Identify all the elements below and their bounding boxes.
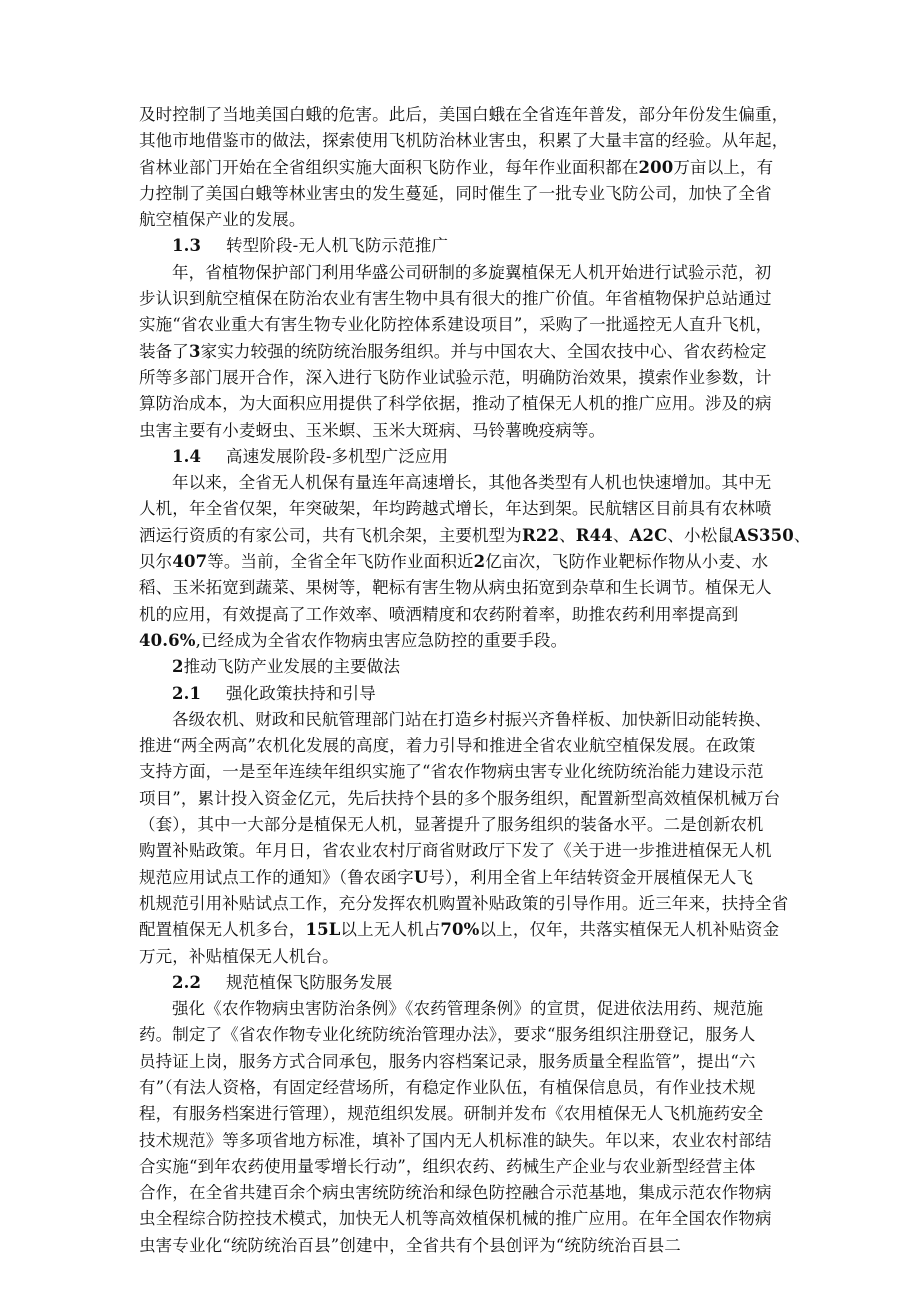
section-title: 规范植保飞防服务发展 [226,972,393,992]
section-heading [139,233,799,259]
text-line: 力控制了美国白蛾等林业害虫的发生蔓延，同时催生了一批专业飞防公司，加快了全省 [139,183,772,203]
section-title: 高速发展阶段-多机型广泛应用 [226,446,449,466]
text-line: 其他市地借鉴市的做法，探索使用飞机防治林业害虫，积累了大量丰富的经验。从年起， [139,131,789,151]
text-line: 虫全程综合防控技术模式，加快无人机等高效植保机械的推广应用。在年全国农作物病 [139,1209,772,1229]
text-line: 项目”，累计投入资金亿元，先后扶持个县的多个服务组织，配置新型高效植保机械万台 [139,788,781,808]
section-number: 1.3 [172,236,202,256]
text-line: 40.6%,已经成为全省农作物病虫害应急防控的重要手段。 [139,630,568,650]
section-title: 转型阶段-无人机飞防示范推广 [226,236,449,256]
section-number: 1.4 [172,446,202,466]
section-heading [139,970,799,996]
text-line: 程，有服务档案进行管理），规范组织发展。研制并发布《农用植保无人飞机施药安全 [139,1104,764,1124]
text-line: 合作，在全省共建百余个病虫害统防统治和绿色防控融合示范基地，集成示范农作物病 [139,1183,772,1203]
text-line: 合实施“到年农药使用量零增长行动”，组织农药、药械生产企业与农业新型经营主体 [139,1156,756,1176]
text-line: 万元，补贴植保无人机台。 [139,946,339,966]
text-line: 虫害主要有小麦蚜虫、玉米螟、玉米大斑病、马铃薯晚疫病等。 [139,420,606,440]
text-line: （套），其中一大部分是植保无人机，显著提升了服务组织的装备水平。二是创新农机 [139,815,764,835]
text-line: 配置植保无人机多台，15L以上无人机占70%以上，仅年，共落实植保无人机补贴资金 [139,920,780,940]
section-title: 强化政策扶持和引导 [226,683,376,703]
text-line: 有”（有法人资格，有固定经营场所，有稳定作业队伍，有植保信息员，有作业技术规 [139,1077,756,1097]
section-heading [139,444,799,470]
text-line: 装备了3家实力较强的统防统治服务组织。并与中国农大、全国农技中心、省农药检定 [139,341,767,361]
text-line: 省林业部门开始在全省组织实施大面积飞防作业，每年作业面积都在200万亩以上，有 [139,157,774,177]
document-body [139,102,811,1259]
text-line: 年以来，全省无人机保有量连年高速增长，其他各类型有人机也快速增加。其中无 [172,473,772,493]
text-line: 机规范引用补贴试点工作，充分发挥农机购置补贴政策的引导作用。近三年来，扶持全省 [139,893,789,913]
text-line: 及时控制了当地美国白蛾的危害。此后，美国白蛾在全省连年普发，部分年份发生偏重， [139,105,789,124]
section-number: 2.2 [172,972,202,992]
text-line: 技术规范》等多项省地方标准，填补了国内无人机标准的缺失。年以来，农业农村部结 [139,1130,772,1150]
text-line: 虫害专业化“统防统治百县”创建中，全省共有个县创评为“统防统治百县二 [139,1235,681,1255]
text-line: 2推动飞防产业发展的主要做法 [172,657,401,677]
text-line: 强化《农作物病虫害防治条例》《农药管理条例》的宣贯，促进依法用药、规范施 [172,999,764,1019]
text-line: 支持方面，一是至年连续年组织实施了“省农作物病虫害专业化统防统治能力建设示范 [139,762,764,782]
text-line: 所等多部门展开合作，深入进行飞防作业试验示范，明确防治效果，摸索作业参数，计 [139,367,772,387]
text-line: 人机，年全省仅架，年突破架，年均跨越式增长，年达到架。民航辖区目前具有农林喷 [139,499,772,519]
text-line: 稻、玉米拓宽到蔬菜、果树等，靶标有害生物从病虫拓宽到杂草和生长调节。植保无人 [139,578,772,598]
text-line: 各级农机、财政和民航管理部门站在打造乡村振兴齐鲁样板、加快新旧动能转换、 [172,709,772,729]
text-line: 年，省植物保护部门利用华盛公司研制的多旋翼植保无人机开始进行试验示范，初 [172,262,772,282]
section-heading [139,681,799,707]
text-line: 药。制定了《省农作物专业化统防统治管理办法》，要求“服务组织注册登记，服务人 [139,1025,756,1045]
text-line: 员持证上岗，服务方式合同承包，服务内容档案记录，服务质量全程监管”，提出“六 [139,1051,756,1071]
text-line: 洒运行资质的有家公司，共有飞机余架，主要机型为R22、R44、A2C、小松鼠AS350、 [139,525,811,545]
text-line: 贝尔407等。当前，全省全年飞防作业面积近2亿亩次，飞防作业靶标作物从小麦、水 [139,552,769,572]
text-line: 机的应用，有效提高了工作效率、喷洒精度和农药附着率，助推农药利用率提高到 [139,604,739,624]
text-line: 购置补贴政策。年月日，省农业农村厅商省财政厅下发了《关于进一步推进植保无人机 [139,841,772,861]
text-line: 步认识到航空植保在防治农业有害生物中具有很大的推广价值。年省植物保护总站通过 [139,289,772,309]
text-line: 航空植保产业的发展。 [139,210,306,230]
text-line: 实施“省农业重大有害生物专业化防控体系建设项目”，采购了一批遥控无人直升飞机， [139,315,773,335]
text-line: 推进“两全两高”农机化发展的高度，着力引导和推进全省农业航空植保发展。在政策 [139,736,756,756]
text-line: 算防治成本，为大面积应用提供了科学依据，推动了植保无人机的推广应用。涉及的病 [139,394,772,414]
section-number: 2.1 [172,683,202,703]
text-line: 规范应用试点工作的通知》（鲁农函字U号），利用全省上年结转资金开展植保无人飞 [139,867,754,887]
